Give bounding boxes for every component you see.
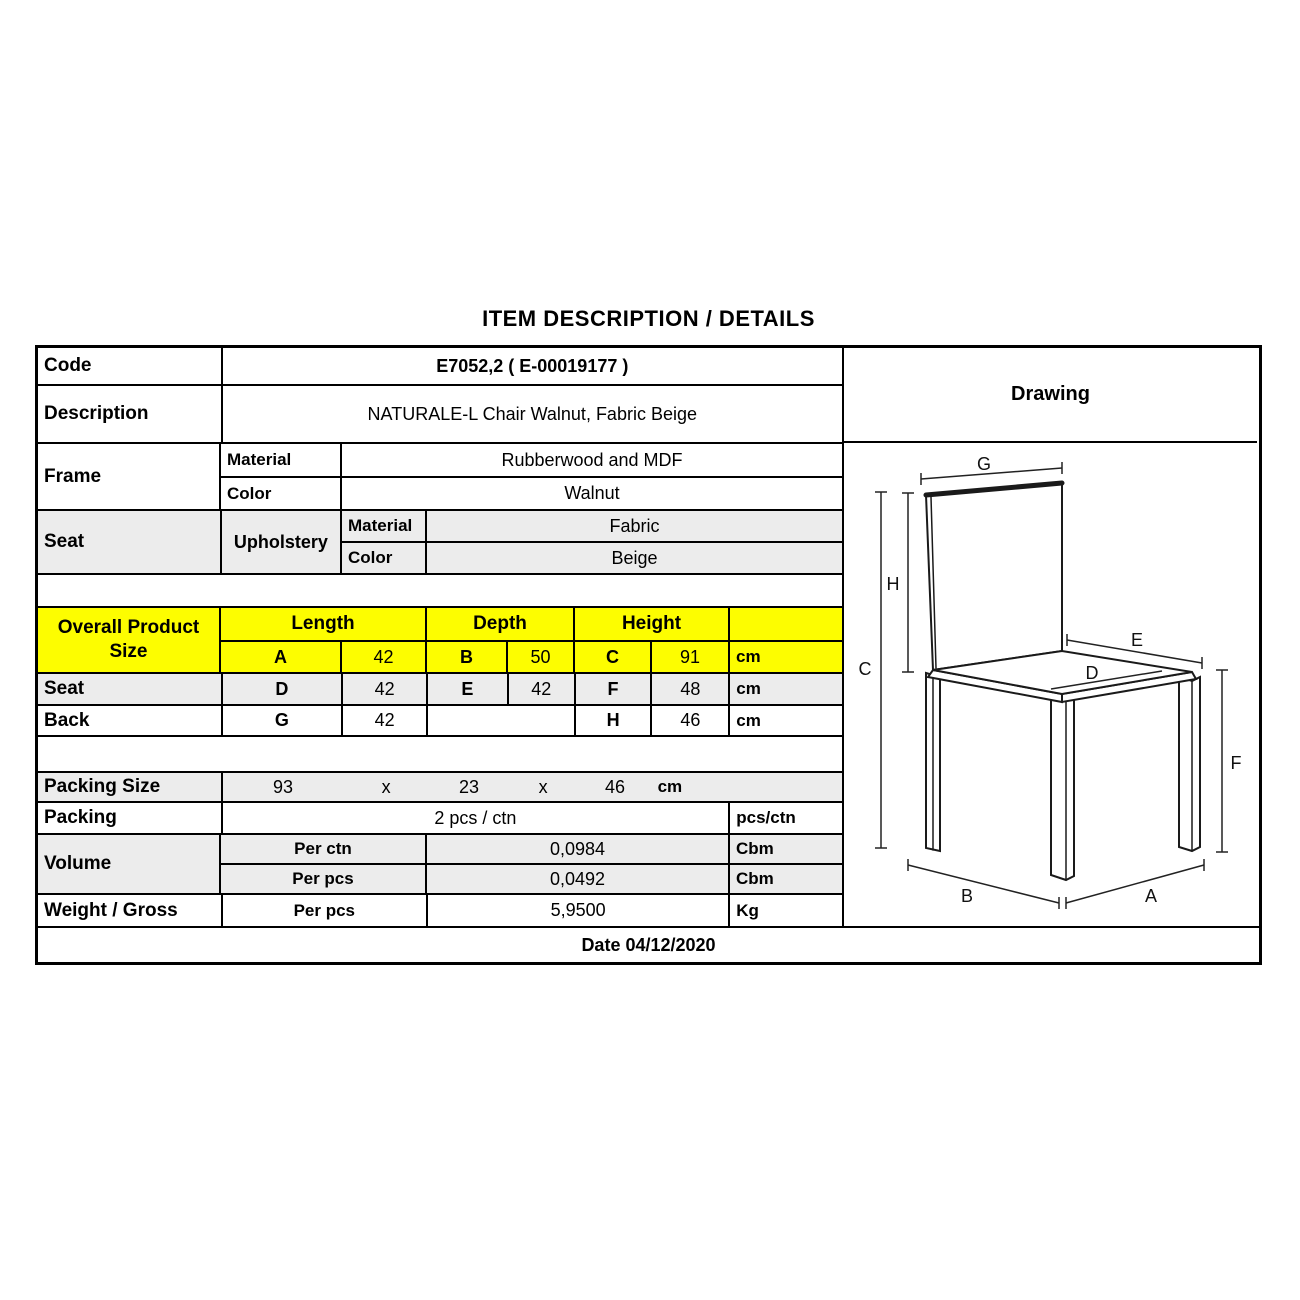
per-pcs-label: Per pcs	[221, 865, 427, 893]
volume-per-ctn-row	[221, 835, 842, 865]
back-length-value: 42	[343, 706, 428, 735]
back-unit: cm	[736, 710, 761, 730]
spacer-row-1	[38, 575, 842, 608]
spec-grid	[38, 348, 844, 926]
table-main	[38, 348, 1259, 926]
volume-rows	[38, 835, 842, 895]
weight-label: Weight / Gross	[38, 895, 223, 926]
overall-height-key: C	[575, 642, 652, 672]
weight-value: 5,9500	[428, 895, 730, 926]
packing-x2: x	[538, 776, 548, 797]
seat-size-label: Seat	[38, 674, 223, 704]
overall-length-value: 42	[342, 642, 427, 672]
dim-line-H	[902, 493, 914, 672]
frame-color-row	[221, 478, 842, 509]
dim-line-B	[908, 859, 1059, 909]
seat-size-row	[38, 674, 842, 706]
dim-label-H: H	[886, 574, 900, 594]
dim-line-G	[921, 462, 1062, 485]
packing-size-row	[38, 773, 842, 803]
dim-line-C	[875, 492, 887, 848]
seat-depth-key: E	[428, 674, 509, 704]
dim-label-D: D	[1085, 663, 1099, 683]
frame-color-value: Walnut	[564, 483, 620, 503]
chair-front-leg	[1051, 691, 1074, 880]
dim-label-G: G	[976, 454, 992, 474]
description-row	[38, 386, 842, 444]
back-size-label: Back	[38, 706, 223, 735]
seat-material-value: Fabric	[609, 515, 660, 536]
per-pcs-unit: Cbm	[736, 869, 774, 888]
frame-label: Frame	[38, 444, 221, 509]
page-title: ITEM DESCRIPTION / DETAILS	[482, 306, 815, 331]
overall-size-label: Overall Product Size	[38, 608, 221, 672]
per-pcs-value: 0,0492	[427, 865, 730, 893]
seat-label: Seat	[38, 511, 222, 573]
code-label: Code	[38, 348, 223, 384]
date-value: Date 04/12/2020	[581, 934, 716, 955]
overall-depth-value: 50	[508, 642, 575, 672]
size-header-unit-cell	[730, 608, 842, 640]
seat-height-key: F	[576, 674, 653, 704]
seat-material-label: Material	[342, 511, 427, 541]
description-label: Description	[38, 386, 223, 442]
overall-unit: cm	[736, 647, 761, 666]
dim-line-F	[1216, 670, 1228, 852]
seat-color-value: Beige	[611, 547, 658, 568]
per-ctn-unit: Cbm	[736, 839, 774, 858]
back-height-value: 46	[652, 706, 730, 735]
frame-material-label: Material	[221, 444, 342, 476]
per-ctn-label: Per ctn	[221, 835, 427, 863]
chair-right-leg	[1179, 676, 1200, 851]
seat-length-value: 42	[343, 674, 428, 704]
dim-label-E: E	[1130, 630, 1144, 650]
packing-unit: pcs/ctn	[736, 808, 796, 827]
drawing-header: Drawing	[844, 348, 1257, 443]
per-ctn-value: 0,0984	[427, 835, 730, 863]
packing-size-values	[223, 773, 842, 801]
date-row	[38, 926, 1259, 962]
packing-label: Packing	[38, 803, 223, 833]
back-depth-empty-cell	[428, 706, 576, 735]
packing-dim2: 23	[459, 776, 480, 797]
frame-material-value: Rubberwood and MDF	[501, 449, 683, 470]
frame-material-row	[221, 444, 842, 478]
chair-back-left-leg	[926, 673, 940, 851]
seat-length-key: D	[223, 674, 344, 704]
packing-dim1: 93	[273, 776, 294, 797]
description-value: NATURALE-L Chair Walnut, Fabric Beige	[367, 403, 697, 424]
volume-label: Volume	[38, 835, 221, 893]
packing-size-label: Packing Size	[38, 773, 223, 801]
spacer-row-2	[38, 737, 842, 773]
depth-header: Depth	[427, 608, 575, 640]
overall-depth-key: B	[427, 642, 508, 672]
weight-unit: Kg	[736, 900, 759, 920]
weight-row	[38, 895, 842, 926]
packing-x1: x	[381, 776, 391, 797]
seat-height-value: 48	[652, 674, 730, 704]
back-height-key: H	[576, 706, 653, 735]
seat-depth-value: 42	[509, 674, 576, 704]
seat-row	[38, 511, 842, 575]
spec-table	[35, 345, 1262, 965]
volume-per-pcs-row	[221, 865, 842, 893]
seat-material-row	[342, 511, 842, 543]
chair-drawing	[844, 443, 1257, 921]
packing-value: 2 pcs / ctn	[223, 803, 731, 833]
size-header-row	[221, 608, 842, 642]
seat-color-label: Color	[342, 543, 427, 573]
overall-size-rows	[38, 608, 842, 674]
packing-size-unit: cm	[657, 777, 683, 796]
dim-label-B: B	[960, 886, 974, 906]
overall-length-key: A	[221, 642, 342, 672]
dim-label-C: C	[858, 659, 872, 679]
back-size-row	[38, 706, 842, 737]
height-header: Height	[575, 608, 730, 640]
packing-row	[38, 803, 842, 835]
frame-row	[38, 444, 842, 511]
weight-per-label: Per pcs	[223, 895, 428, 926]
chair-backrest	[926, 483, 1062, 670]
dim-label-A: A	[1144, 886, 1158, 906]
frame-color-label: Color	[221, 478, 342, 509]
dim-line-A	[1066, 859, 1204, 909]
drawing-area	[844, 443, 1257, 926]
code-row	[38, 348, 842, 386]
seat-unit: cm	[736, 679, 761, 698]
overall-height-value: 91	[652, 642, 730, 672]
dim-label-F: F	[1230, 753, 1242, 773]
back-length-key: G	[223, 706, 344, 735]
overall-values-row	[221, 642, 842, 672]
drawing-panel	[844, 348, 1257, 926]
seat-color-row	[342, 543, 842, 573]
upholstery-label: Upholstery	[222, 511, 342, 573]
length-header: Length	[221, 608, 427, 640]
code-value: E7052,2 ( E-00019177 )	[436, 355, 629, 376]
packing-dim3: 46	[605, 776, 626, 797]
